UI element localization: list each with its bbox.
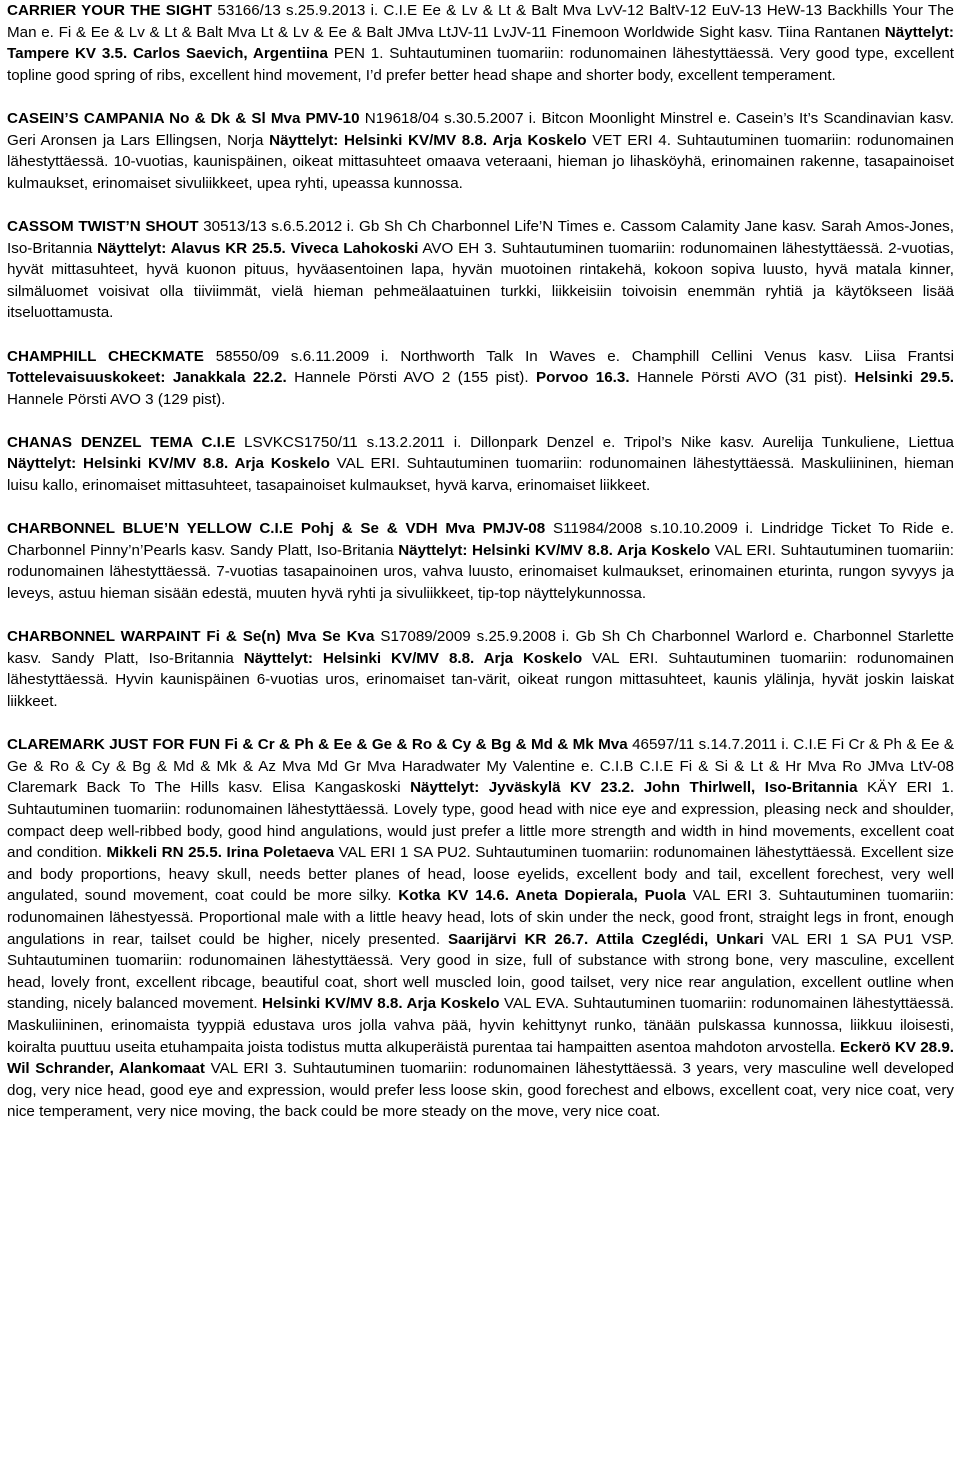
entry-text: LSVKCS1750/11 s.13.2.2011 i. Dillonpark Denzel e. Tripol’s Nike kasv. Aurelija Tunkuliene, Liettua [235,433,954,451]
entry-text: VAL ERI. Suhtautuminen tuomariin: rodunomainen lähestyttäessä. 7-vuotias tasapainoinen uros, vahva luusto, erinomaiset kulmaukset, erinomainen eturinta, rungon syvyys ja leveys, astuu hieman sisään edestä, muuten hyvä ryhti ja sivuliikkeet, tip-top näyttelykunnossa. [7,541,954,603]
entry-text: VAL ERI 1 SA PU1 VSP. Suhtautuminen tuomariin: rodunomainen lähestyttäessä. Very good in size, full of substance with strong bone, very masculine, excellent head, lovely front, excellent ribcage, beautiful coat, short well muscled loin, good tailset, very nice rear angulation, excellent outline when standing, nicely balanced movement. [7,930,954,1013]
entry-text: VAL ERI 3. Suhtautuminen tuomariin: rodunomainen lähestyttäessä. 3 years, very masculine well developed dog, very nice head, good eye and expression, would prefer less loose skin, good forechest and elbows, excellent coat, very nice coat, very nice temperament, very nice moving, the back could be more steady on the move, very nice coat. [7,1060,954,1121]
entry-text: VAL ERI 1 SA PU2. Suhtautuminen tuomariin: rodunomainen lähestyttäessä. Excellent size and body proportions, heavy skull, needs better planes of head, loose eyelids, excellent body and tail, excellent forechest, very well angulated, sound movement, coat could be more silky. [7,844,954,905]
entry-bold-text: Porvoo 16.3. [536,369,630,387]
entry-bold-text: CASEIN’S CAMPANIA No & Dk & Sl Mva PMV-10 [7,109,360,127]
entry-text: VAL EVA. Suhtautuminen tuomariin: rodunomainen lähestyttäessä. Maskuliininen, erinomaista tyyppiä edustava uros jolla vahva pää, hyvin kehittynyt runko, tänään pulskassa kunnossa, liikkuu iloisesti, koiralta puuttuu useita etuhampaita joista todistus mutta alkuperäistä purentaa tai hampaitten asentoa mahdoton arvostella. [7,995,954,1056]
entry-bold-text: CARRIER YOUR THE SIGHT [7,2,213,19]
dog-entry [7,108,954,194]
entry-bold-text: Näyttelyt: Helsinki KV/MV 8.8. Arja Koskelo [243,649,583,667]
entry-bold-text: Eckerö KV 28.9. Wil Schrander, Alankomaat [7,1038,954,1078]
entry-text: 53166/13 s.25.9.2013 i. C.I.E Ee & Lv & Lt & Balt Mva LvV-12 BaltV-12 EuV-13 HeW-13 Backhills Your The Man e. Fi & Ee & Lv & Lt & Balt Mva Lt & Lv & Ee & Balt JMva LtJV-11 LvJV-11 Finemoon Worldwide Sight kasv. Tiina Rantanen [7,2,954,41]
entry-bold-text: Saarijärvi KR 26.7. Attila Czeglédi, Unkari [448,930,764,948]
entry-text: 58550/09 s.6.11.2009 i. Northworth Talk In Waves e. Champhill Cellini Venus kasv. Liisa Frantsi [203,347,954,365]
entry-bold-text: CHARBONNEL BLUE’N YELLOW C.I.E Pohj & Se & VDH Mva PMJV-08 [7,520,546,538]
entry-bold-text: CASSOM TWIST’N SHOUT [7,217,199,235]
entry-text: Hannele Pörsti AVO 3 (129 pist). [7,390,226,408]
dog-entry [7,0,954,86]
entry-bold-text: Näyttelyt: Helsinki KV/MV 8.8. Arja Koskelo [269,131,587,149]
entry-text: 46597/11 s.14.7.2011 i. C.I.E Fi Cr & Ph & Ee & Ge & Ro & Cy & Bg & Md & Mk & Az Mva Md Gr Mva Haradwater My Valentine e. C.I.B C.I.E Fi & Si & Lt & Hr Mva Ro JMva LtV-08 Claremark Back To The Hills kasv. Elisa Kangaskoski [7,736,954,797]
entry-text: VAL ERI 3. Suhtautuminen tuomariin: rodunomainen lähestyessä. Proportional male with a little heavy head, lots of skin under the neck, good front, straight legs in front, enough angulations in rear, tailset could be higher, nicely presented. [7,887,955,948]
dog-entry [7,518,954,604]
entry-bold-text: Helsinki KV/MV 8.8. Arja Koskelo [262,995,500,1013]
entry-text: Hannele Pörsti AVO (31 pist). [629,369,855,387]
dog-entry [7,734,954,1123]
entry-text: 30513/13 s.6.5.2012 i. Gb Sh Ch Charbonnel Life’N Times e. Cassom Calamity Jane kasv. Sarah Amos-Jones, Iso-Britannia [7,217,954,257]
entry-bold-text: Näyttelyt: Alavus KR 25.5. Viveca Lahokoski [97,239,419,257]
entry-text: S17089/2009 s.25.9.2008 i. Gb Sh Ch Charbonnel Warlord e. Charbonnel Starlette kasv. Sandy Platt, Iso-Britannia [7,628,954,667]
entry-bold-text: CHARBONNEL WARPAINT Fi & Se(n) Mva Se Kva [7,628,375,646]
entry-text: Hannele Pörsti AVO 2 (155 pist). [286,369,536,387]
entry-bold-text: Näyttelyt: Jyväskylä KV 23.2. John Thirlwell, Iso-Britannia [410,779,858,797]
entry-text: S11984/2008 s.10.10.2009 i. Lindridge Ticket To Ride e. Charbonnel Pinny’n’Pearls kasv. Sandy Platt, Iso-Britania [7,520,955,559]
entry-bold-text: Mikkeli RN 25.5. Irina Poletaeva [106,844,335,862]
entry-bold-text: Näyttelyt: Tampere KV 3.5. Carlos Saevich, Argentiina [7,23,954,63]
entry-text: VAL ERI. Suhtautuminen tuomariin: rodunomainen lähestyttäessä. Hyvin kaunispäinen 6-vuotias uros, erinomaiset tan-värit, oikeat rungon mittasuhteet, kaunis ylälinja, hyvät joskin laiskat liikkeet. [7,649,954,710]
entry-bold-text: Tottelevaisuuskokeet: Janakkala 22.2. [7,369,287,387]
dog-entry [7,216,954,324]
entry-text: VET ERI 4. Suhtautuminen tuomariin: rodunomainen lähestyttäessä. 10-vuotias, kaunispäinen, oikeat mittasuhteet omaava veteraani, hieman jo lihasköyhä, erinomainen rakenne, tasapainoiset kulmaukset, erinomaiset sivuliikkeet, upea ryhti, upeassa kunnossa. [7,131,954,192]
entry-text: N19618/04 s.30.5.2007 i. Bitcon Moonlight Minstrel e. Casein’s It’s Scandinavian kasv. Geri Aronsen ja Lars Ellingsen, Norja [7,109,954,149]
dog-entry [7,346,954,411]
entry-bold-text: Näyttelyt: Helsinki KV/MV 8.8. Arja Koskelo [398,541,711,559]
entry-text: VAL ERI. Suhtautuminen tuomariin: rodunomainen lähestyttäessä. Maskuliininen, hieman luisu kallo, erinomaiset mittasuhteet, tasapainoiset kulmaukset, hyvä karva, erinomaiset liikkeet. [7,455,954,495]
dog-entry [7,626,954,712]
entry-bold-text: CHAMPHILL CHECKMATE [7,347,204,365]
entry-bold-text: CLAREMARK JUST FOR FUN Fi & Cr & Ph & Ee & Ge & Ro & Cy & Bg & Md & Mk Mva [7,736,628,754]
entry-bold-text: CHANAS DENZEL TEMA C.I.E [7,433,236,451]
entry-bold-text: Näyttelyt: Helsinki KV/MV 8.8. Arja Koskelo [7,455,330,473]
entry-text: KÄY ERI 1. Suhtautuminen tuomariin: rodunomainen lähestyttäessä. Lovely type, good head with nice eye and expression, pleasing neck and shoulder, compact deep well-ribbed body, good hind angulations, would just prefer a little more strength and width in hind movements, excellent coat and condition. [7,779,954,862]
dog-entry [7,432,954,497]
entry-text: AVO EH 3. Suhtautuminen tuomariin: rodunomainen lähestyttäessä. 2-vuotias, hyvät mittasuhteet, hyvä kuonon pituus, hyväasentoinen lapa, hyvän muotoinen rintakehä, kokoon sopiva luusto, hyvä matala kinner, silmäluomet voisivat olla tiiviimmät, vielä hieman pehmeälaatuinen turkki, liikkeisiin toivoisin enemmän ryhtiä ja käytökseen lisää itseluottamusta. [7,239,955,322]
entry-text: PEN 1. Suhtautuminen tuomariin: rodunomainen lähestyttäessä. Very good type, excellent topline good spring of ribs, excellent hind movement, I’d prefer better head shape and shorter body, excellent temperament. [7,45,954,84]
entry-bold-text: Helsinki 29.5. [854,369,955,387]
entry-bold-text: Kotka KV 14.6. Aneta Dopierala, Puola [398,887,686,905]
